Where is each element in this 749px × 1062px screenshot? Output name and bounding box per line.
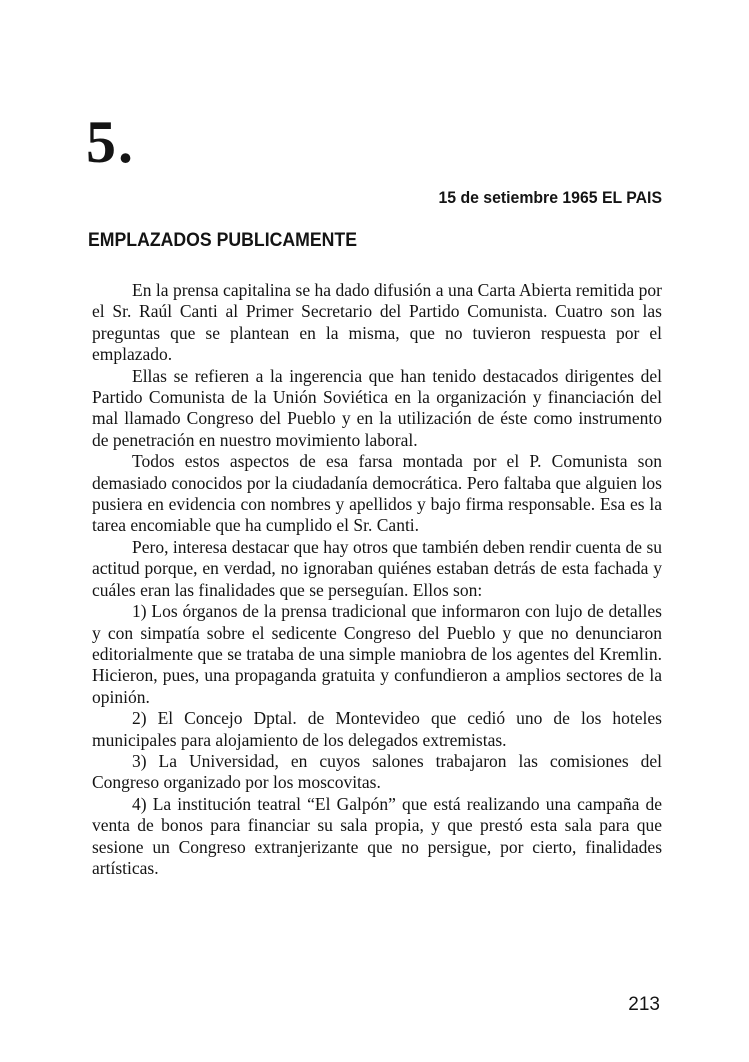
list-item: 3) La Universidad, en cuyos salones trabajaron las comisiones del Congreso organizado por los moscovitas. [92,750,662,793]
chapter-number: 5. [86,109,135,175]
paragraph: Ellas se refieren a la ingerencia que han tenido destacados dirigentes del Partido Comunista de la Unión Soviética en la organización y financiación del mal llamado Congreso del Pueblo y en la utilización de éste como instrumento de penetración en nuestro movimiento laboral. [92,365,662,450]
paragraph: Todos estos aspectos de esa farsa montada por el P. Comunista son demasiado conocidos por la ciudadanía democrática. Pero faltaba que alguien los pusiera en evidencia con nombres y apellidos y bajo firma responsable. Esa es la tarea encomiable que ha cumplido el Sr. Canti. [92,451,662,536]
list-item: 1) Los órganos de la prensa tradicional que informaron con lujo de detalles y con simpatía sobre el sedicente Congreso del Pueblo y que no denunciaron editorialmente que se trataba de una simple maniobra de los agentes del Kremlin. Hicieron, pues, una propaganda gratuita y confundieron a amplios sectores de la opinión. [92,601,662,707]
list-item: 4) La institución teatral “El Galpón” que está realizando una campaña de venta de bonos para financiar su sala propia, y que prestó esta sala para que sesione un Congreso extranjerizante que no persigue, por cierto, finalidades artísticas. [92,793,662,878]
dateline: 15 de setiembre 1965 EL PAIS [438,188,662,207]
article-headline: EMPLAZADOS PUBLICAMENTE [88,230,357,251]
article-body [92,280,662,879]
paragraph: En la prensa capitalina se ha dado difusión a una Carta Abierta remitida por el Sr. Raúl Canti al Primer Secretario del Partido Comunista. Cuatro son las preguntas que se plantean en la misma, que no tuvieron respuesta por el emplazado. [92,280,662,365]
paragraph: Pero, interesa destacar que hay otros que también deben rendir cuenta de su actitud porque, en verdad, no ignoraban quiénes estaban detrás de esta fachada y cuáles eran las finalidades que se perseguían. Ellos son: [92,536,662,600]
list-item: 2) El Concejo Dptal. de Montevideo que cedió uno de los hoteles municipales para alojamiento de los delegados extremistas. [92,708,662,750]
page-number: 213 [628,994,660,1015]
